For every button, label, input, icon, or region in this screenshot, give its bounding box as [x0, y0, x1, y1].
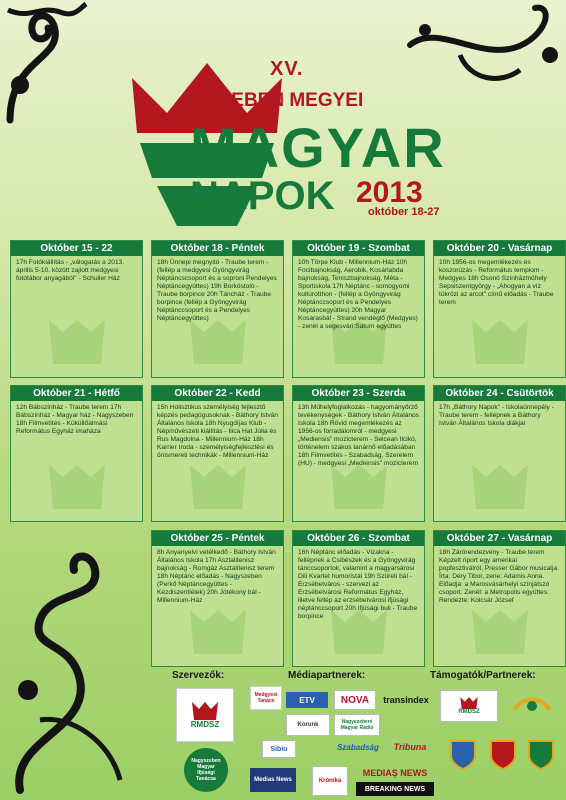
day-title: Október 22 - Kedd: [152, 386, 283, 401]
media-logo-radio: Nagyszebeni Magyar Rádió: [334, 714, 380, 736]
day-program: 17h „Báthory Napok" - Iskolaünnepély - Traube terem - fellépnek a Báthory István Általános Iskola diákjai: [439, 404, 554, 427]
media-logo-tribuna: Medgyesi Tanács: [250, 686, 282, 710]
coat-of-arms-icon: [528, 740, 554, 770]
day-title: Október 26 - Szombat: [293, 531, 424, 546]
day-program: 18h Ünnepi megnyitó - Traube terem - (fellép a medgyesi Gyöngyvirág Néptáncscsoport és a soproni Pendelyes Néptáncegyüttes) 19h Borkóstoló - Traube borpince 20h Táncház - Traube borpince (fellép a Gyöngyvirág Néptánccsoport és a Pendelyes Néptáncegyüttes): [157, 259, 277, 322]
day-box-oct-20: [433, 240, 566, 378]
media-logo-nova: NOVA: [334, 690, 376, 710]
supporters-label: Támogatók/Partnerek:: [430, 670, 536, 681]
scroll-ornament-bottom-left: [0, 540, 130, 800]
event-year: 2013: [356, 176, 423, 209]
day-box-oct-24: [433, 385, 566, 522]
day-program: 15h Holisztikus személyiség fejlesztő képzés pedagógusoknak - Báthory István Általános Iskola 18h Nyugdíjas Klub - Népművészeti kiállítás - Ilica Hat Júlia és Rus Magdolna - Millennium-Ház 18h Karrier Iroda - személyiségfejlesztési és önismereti technikák - Millennium-Ház: [157, 404, 278, 459]
day-title: Október 20 - Vasárnap: [434, 241, 565, 256]
youth-council-logo: Nagyszeben Magyar Ifjúsági Tanácsa: [184, 748, 228, 792]
media-partners-label: Médiapartnerek:: [288, 670, 366, 681]
day-box-oct-19: [292, 240, 425, 378]
day-box-oct-15: [10, 240, 143, 378]
supporter-logo-rmdsz: RMDSZ: [440, 690, 498, 722]
county-title: SZEBEN MEGYEI: [207, 90, 364, 111]
day-program: 8h Anyanyelvi vetélkedő - Báthory István Általános Iskola 17h Asztalitenisz bajnokság - Romgáz Asztalitenisz terem 18h Néptánc előadás - Nagyszeben (Perkő Néptáncegyüttes - Kézdiszentlélek) 20h Jótékony bál - Millennium-Ház: [157, 549, 276, 604]
day-title: Október 27 - Vasárnap: [434, 531, 565, 546]
event-dates: október 18-27: [368, 206, 440, 218]
title-napok: NAPOK: [190, 174, 335, 218]
media-logo-transindex: transindex: [383, 695, 429, 705]
scroll-ornament-top-right: [400, 0, 566, 100]
day-box-oct-18: [151, 240, 284, 378]
media-logo-breaking-news: BREAKING NEWS: [356, 782, 434, 796]
media-logo-medias-news-large: MEDIAȘ NEWS: [362, 768, 428, 778]
day-title: Október 23 - Szerda: [293, 386, 424, 401]
media-logo-medias-news: Medias News: [250, 768, 296, 792]
day-title: Október 15 - 22: [11, 241, 142, 256]
media-logo-korunk: Korunk: [286, 714, 330, 736]
day-title: Október 24 - Csütörtök: [434, 386, 565, 401]
supporter-logo-emblem: [512, 694, 552, 716]
day-program: 16h Néptánc előadás - Vizakna - fellépnek a Csibészek és a Gyöngyvirág tánccsoportok, valamint a magyarsárosi Dili Kvartet humoristái 19h Szüreti bál - Erzsébetváros - szervezi az Erzsébetvárosi Református Egyház, illetve fellép az erzsébetvárosi ifjúsági néptánccsoport 20h Ifjúsági buli - Traube borpince: [298, 549, 418, 620]
day-title: Október 21 - Hétfő: [11, 386, 142, 401]
media-logo-kronika: Krónika: [312, 766, 348, 796]
day-box-oct-27: [433, 530, 566, 667]
day-program: 18h Zárórendezvény - Traube terem Képzelt riport egy amerikai popfesztiválról, Presser Gábor musicalja. Írta: Déry Tibor, zene: Adamis Anna. Előadja: a Marosvásárhelyi színjátszó csoport. Zenél: a Metropolis együttes. Rendezte: Kolcsár József: [439, 549, 559, 604]
edition-number: XV.: [270, 58, 304, 80]
rmdsz-logo: RMDSZ: [176, 688, 234, 742]
media-logo-etv: ETV: [286, 692, 328, 708]
day-box-oct-22: [151, 385, 284, 522]
day-title: Október 19 - Szombat: [293, 241, 424, 256]
day-program: 10h Törpe Klub - Millennium-Ház 10h Focibajnokság, Aerobik, Kosárlabda bajnokság, Teniszbajnokság, Méta - Sportiskola 17h Néptánc - somogyomi kultúrotthon - (fellép a Gyöngyvirág Néptánccsoport és a Pendelyes Néptáncegyüttes) 20h Magyar Kosarasbál - Strand vendéglő (Medgyes) - zenél a segesvári Saturn együttes: [298, 259, 418, 330]
media-logo-szabadsag: Szabadság: [337, 742, 379, 752]
day-program: 13h Műhelyfoglalkozás - hagyományőrző tevékenységek - Báthory István Általános Iskola 18h Rövid megemlékezés az 1956-os forradalomról - medgyesi „Mediensis" mozicterem - Selcean Ilcikó, történelem szakos tanárnő előadásában 18h Filmvetítés - Szabadság, Szerelem (HU) - medgyesi „Mediensis" mozicterem: [298, 404, 419, 467]
day-box-oct-25: [151, 530, 284, 667]
day-title: Október 25 - Péntek: [152, 531, 283, 546]
title-magyar: MAGYAR: [190, 116, 446, 179]
day-box-oct-26: [292, 530, 425, 667]
media-logo-tribuna-2: Tribuna: [393, 742, 427, 752]
day-program: 10h 1956-os megemlékezés és koszorúzás - Református templom - Medgyes 18h Osonó Színházműhely Sepsiszentgyörgy - „Ahogyan a víz tükrözi az arcot" című előadás - Traube terem: [439, 259, 554, 306]
coat-of-arms-icon: [450, 740, 476, 770]
day-box-oct-23: [292, 385, 425, 522]
media-logo-sibiu: Sibiu: [262, 740, 296, 758]
organizers-label: Szervezők:: [172, 670, 225, 681]
coat-of-arms-icon: [490, 740, 516, 770]
day-program: 12h Bábszínház - Traube terem 17h Bábszínház - Magyar ház - Nagyszeben 18h Filmvetítés - Küküllőalmási Református Egyház imaháza: [16, 404, 134, 435]
day-program: 17h Fotókiállítás - „válogatás a 2013. április 5-10. között zajlott medgyesi fotótábor anyagából" - Schuller Ház: [16, 259, 125, 282]
day-box-oct-21: [10, 385, 143, 522]
day-title: Október 18 - Péntek: [152, 241, 283, 256]
scroll-ornament-top-left: [0, 0, 90, 130]
